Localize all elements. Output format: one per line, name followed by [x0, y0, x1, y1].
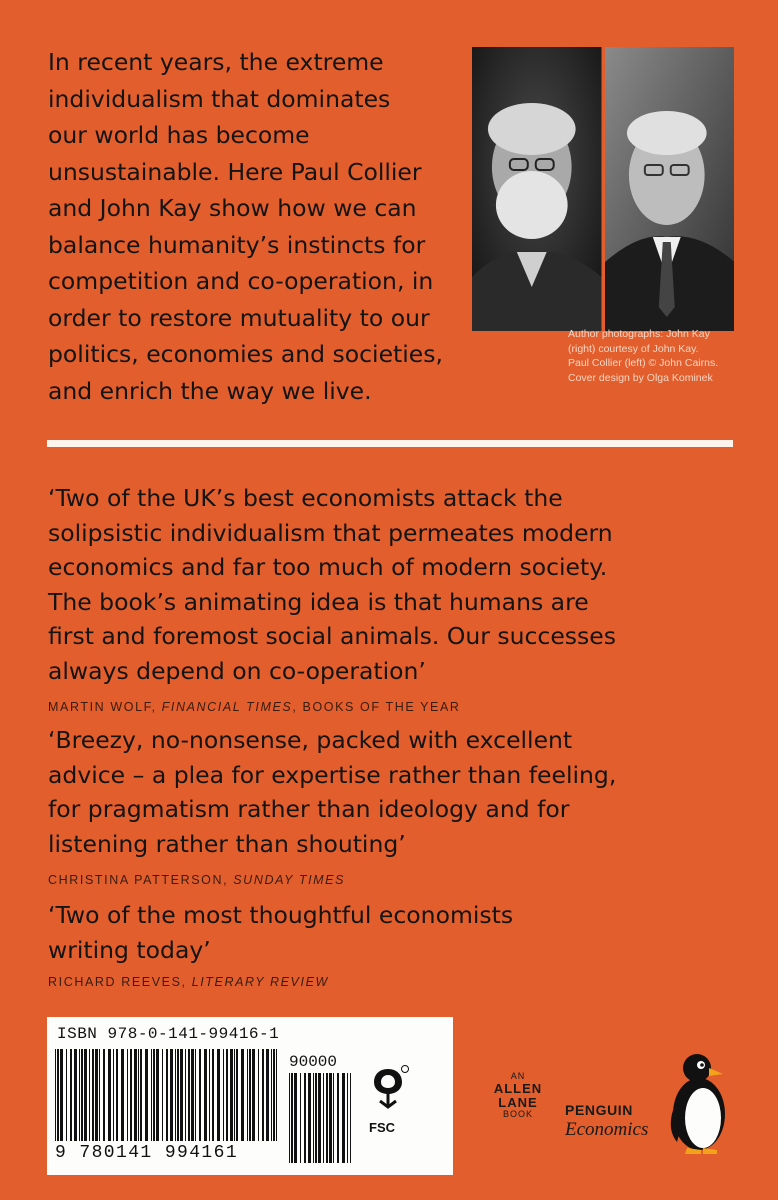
barcode-bar — [92, 1049, 94, 1141]
barcode-bar — [262, 1049, 264, 1141]
barcode-bar — [333, 1073, 334, 1163]
fsc-logo-icon — [365, 1063, 411, 1123]
blurb-line: and John Kay show how we can — [48, 194, 417, 222]
barcode-bar — [81, 1049, 83, 1141]
series-name: Economics — [565, 1119, 649, 1140]
barcode-bar — [276, 1049, 277, 1141]
credit-line: Author photographs: John Kay — [568, 328, 710, 340]
blurb-line: our world has become — [48, 121, 310, 149]
quote-line: writing today’ — [48, 935, 211, 964]
barcode-bar — [350, 1073, 351, 1163]
quote-line: always depend on co-operation’ — [48, 656, 426, 685]
quote-line: economics and far too much of modern society. — [48, 553, 608, 581]
barcode-bar — [247, 1049, 248, 1141]
review-quote — [48, 723, 616, 861]
barcode-bar — [217, 1049, 220, 1141]
barcode-bar — [166, 1049, 168, 1141]
credit-line: (right) courtesy of John Kay. — [568, 342, 699, 355]
barcode-bar — [130, 1049, 132, 1141]
barcode-bar — [304, 1073, 306, 1163]
barcode-bar — [108, 1049, 111, 1141]
blurb-line: unsustainable. Here Paul Collier — [48, 157, 422, 186]
credit-line: Paul Collier (left) © John Cairns. — [568, 357, 719, 369]
isbn-label: ISBN 978-0-141-99416-1 — [57, 1025, 280, 1043]
blurb-line: balance humanity’s instincts for — [48, 230, 426, 259]
barcode-bar — [318, 1073, 321, 1163]
barcode-bar — [84, 1049, 87, 1141]
ean-barcode — [55, 1049, 277, 1143]
barcode-bar — [70, 1049, 72, 1141]
blurb-line: order to restore mutuality to our — [48, 303, 430, 332]
barcode-box — [47, 1017, 453, 1175]
barcode-bar — [99, 1049, 100, 1141]
barcode-bar — [241, 1049, 244, 1141]
barcode-bar — [55, 1049, 56, 1141]
barcode-bar — [134, 1049, 137, 1141]
quote-line: ‘Breezy, no-nonsense, packed with excellent — [48, 726, 573, 754]
barcode-bar — [323, 1073, 324, 1163]
barcode-bar — [252, 1049, 255, 1141]
blurb-text — [48, 44, 448, 409]
barcode-bar — [113, 1049, 114, 1141]
blurb-line: individualism that dominates — [48, 84, 391, 113]
divider — [47, 440, 733, 447]
barcode-bar — [95, 1049, 98, 1141]
barcode-bar — [342, 1073, 345, 1163]
blurb-line: competition and co-operation, in — [48, 267, 434, 295]
review-attribution: RICHARD REEVES, LITERARY REVIEW — [48, 975, 329, 989]
barcode-bar — [347, 1073, 348, 1163]
review-quote — [48, 481, 616, 688]
penguin-logo-icon — [667, 1050, 731, 1156]
barcode-bar — [266, 1049, 269, 1141]
barcode-bar — [291, 1073, 293, 1163]
barcode-bar — [177, 1049, 179, 1141]
barcode-bar — [195, 1049, 196, 1141]
quote-line: advice – a plea for expertise rather than feeling, — [48, 760, 617, 789]
credit-line: Cover design by Olga Kominek — [568, 371, 713, 384]
quote-line: first and foremost social animals. Our successes — [48, 622, 616, 650]
series-imprint — [565, 1102, 648, 1141]
fsc-label: FSC — [369, 1120, 395, 1135]
blurb-line: politics, economies and societies, — [48, 340, 443, 368]
barcode-bar — [226, 1049, 228, 1141]
quote-line: solipsistic individualism that permeates modern — [48, 518, 613, 547]
barcode-bar — [66, 1049, 67, 1141]
barcode-bar — [103, 1049, 105, 1141]
barcode-bar — [188, 1049, 190, 1141]
barcode-bar — [116, 1049, 118, 1141]
barcode-bar — [271, 1049, 272, 1141]
publisher-name: PENGUIN — [565, 1102, 633, 1118]
barcode-bar — [79, 1049, 80, 1141]
quote-line: ‘Two of the most thoughtful economists — [48, 901, 514, 929]
barcode-bar — [170, 1049, 173, 1141]
barcode-bar — [294, 1073, 297, 1163]
quote-line: ‘Two of the UK’s best economists attack the — [48, 484, 563, 512]
barcode-bar — [151, 1049, 152, 1141]
barcode-bar — [60, 1049, 63, 1141]
barcode-bar — [121, 1049, 124, 1141]
barcode-bar — [89, 1049, 90, 1141]
barcode-bar — [153, 1049, 155, 1141]
author-photo-right — [605, 47, 735, 331]
barcode-bar — [326, 1073, 328, 1163]
barcode-bar — [199, 1049, 201, 1141]
barcode-bar — [204, 1049, 207, 1141]
barcode-bar — [315, 1073, 317, 1163]
barcode-bar — [209, 1049, 210, 1141]
barcode-bar — [249, 1049, 251, 1141]
barcode-bar — [258, 1049, 259, 1141]
barcode-bar — [313, 1073, 314, 1163]
barcode-bar — [212, 1049, 214, 1141]
barcode-bar — [230, 1049, 233, 1141]
review-quote — [48, 898, 513, 967]
barcode-bar — [329, 1073, 332, 1163]
price-code: 90000 — [289, 1053, 338, 1071]
barcode-bar — [234, 1049, 235, 1141]
barcode-bar — [180, 1049, 183, 1141]
barcode-bar — [223, 1049, 224, 1141]
barcode-bar — [191, 1049, 194, 1141]
photo-credits — [568, 327, 763, 385]
barcode-bar — [138, 1049, 139, 1141]
barcode-bar — [185, 1049, 186, 1141]
quote-line: for pragmatism rather than ideology and for — [48, 795, 570, 823]
allen-lane-imprint: AN ALLEN LANE BOOK — [493, 1071, 543, 1119]
quote-line: The book’s animating idea is that humans are — [48, 587, 589, 616]
barcode-bar — [300, 1073, 301, 1163]
barcode-bar — [236, 1049, 238, 1141]
barcode-bar — [74, 1049, 77, 1141]
ean-digits: 9 780141 994161 — [55, 1143, 239, 1163]
author-photos — [472, 47, 734, 331]
review-attribution: MARTIN WOLF, FINANCIAL TIMES, BOOKS OF THE YEAR — [48, 700, 461, 714]
price-barcode — [289, 1073, 351, 1165]
barcode-bar — [57, 1049, 59, 1141]
barcode-bar — [145, 1049, 148, 1141]
review-attribution: CHRISTINA PATTERSON, SUNDAY TIMES — [48, 873, 346, 887]
barcode-bar — [175, 1049, 176, 1141]
barcode-bar — [273, 1049, 275, 1141]
barcode-bar — [127, 1049, 128, 1141]
author-photo-left — [472, 47, 602, 331]
barcode-bar — [337, 1073, 339, 1163]
quote-line: listening rather than shouting’ — [48, 829, 406, 858]
blurb-line: and enrich the way we live. — [48, 376, 372, 405]
barcode-bar — [308, 1073, 311, 1163]
barcode-bar — [162, 1049, 163, 1141]
blurb-line: In recent years, the extreme — [48, 48, 384, 76]
barcode-bar — [140, 1049, 142, 1141]
barcode-bar — [289, 1073, 290, 1163]
barcode-bar — [156, 1049, 159, 1141]
